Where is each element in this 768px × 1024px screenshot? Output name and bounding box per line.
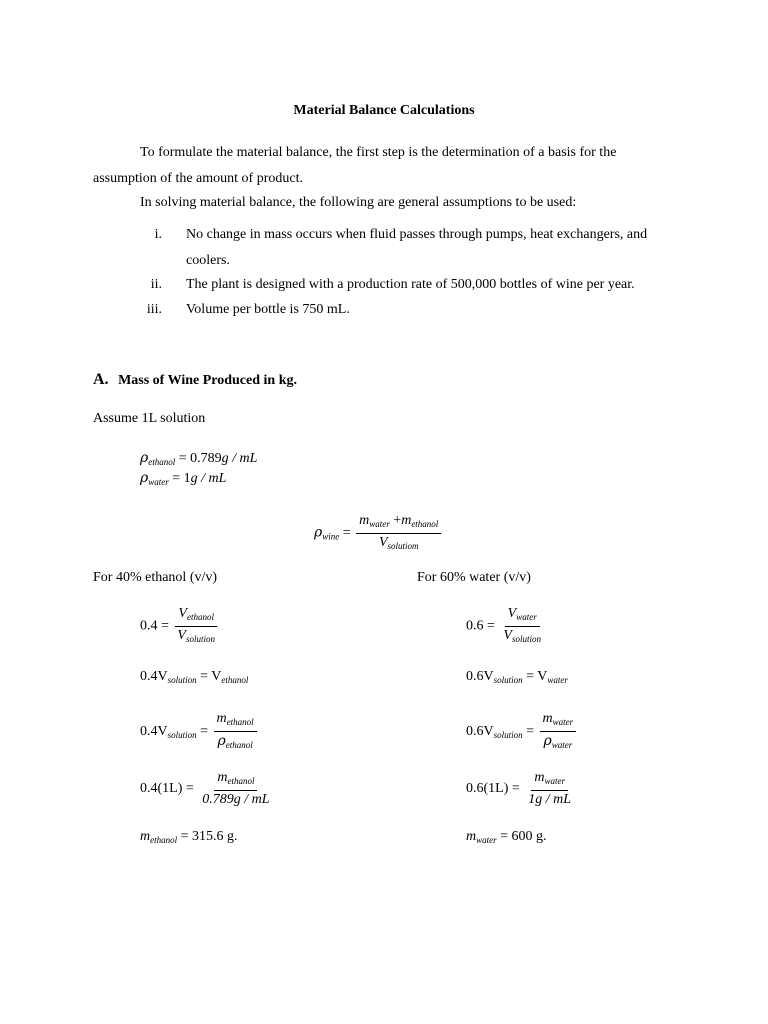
water-density-equation: $\rho_{water} = 1g$ / mL [140, 470, 227, 487]
water-mass-result: $m_{water} = 600$ g. [466, 829, 547, 845]
page-title: Material Balance Calculations [293, 103, 475, 118]
water-volume-equation: $0.6V_{solution} = V_{water}$ [466, 669, 568, 685]
assumption-text: No change in mass occurs when fluid passes through pumps, heat exchangers, and coolers. [186, 227, 648, 268]
basis-statement: Assume 1L solution [93, 411, 206, 426]
assumption-number: i. [154, 227, 162, 242]
right-column-heading: For 60% water (v/v) [417, 570, 531, 585]
left-column-heading: For 40% ethanol (v/v) [93, 570, 218, 585]
assumption-number: iii. [146, 302, 162, 317]
ethanol-volume-equation: $0.4V_{solution} = V_{ethanol}$ [140, 669, 249, 685]
assumptions-intro: In solving material balance, the following are general assumptions to be used: [140, 195, 577, 210]
ethanol-fraction-equation: 0.4 = $\frac{V_{ethanol}}{V_{solution}}$ [140, 606, 215, 644]
water-fraction-equation: 0.6 = $\frac{V_{water}}{V_{solution}}$ [466, 606, 541, 644]
ethanol-substitution-equation: 0.4(1L) = $\frac{m_{ethanol}}{0.789g / mL}$ [140, 770, 270, 807]
wine-density-equation: $\rho_{wine}$ = $\frac{m_{water} +m_{ethanol}}{V_{solutiom}}$ [314, 513, 443, 554]
water-mass-density-equation: $0.6V_{solution}$ = $\frac{m_{water}}{\rho_{water}}$ [466, 711, 578, 753]
ethanol-mass-density-equation: $0.4V_{solution}$ = $\frac{m_{ethanol}}{\rho_{ethanol}}$ [140, 711, 259, 753]
section-label: A. [93, 371, 109, 388]
section-heading [93, 371, 297, 389]
intro-paragraph: To formulate the material balance, the first step is the determination of a basis for the assumption of the amount of product. [93, 145, 617, 186]
water-substitution-equation: 0.6(1L) = $\frac{m_{water}}{1g / mL}$ [466, 770, 572, 807]
assumption-text: The plant is designed with a production rate of 500,000 bottles of wine per year. [186, 277, 635, 292]
ethanol-mass-result: $m_{ethanol} = 315.6$ g. [140, 829, 238, 845]
assumption-number: ii. [150, 277, 162, 292]
section-title: Mass of Wine Produced in kg. [118, 373, 297, 388]
assumption-text: Volume per bottle is 750 mL. [186, 302, 350, 317]
ethanol-density-equation: $\rho_{ethanol} = 0.789g$ / mL [140, 450, 258, 467]
